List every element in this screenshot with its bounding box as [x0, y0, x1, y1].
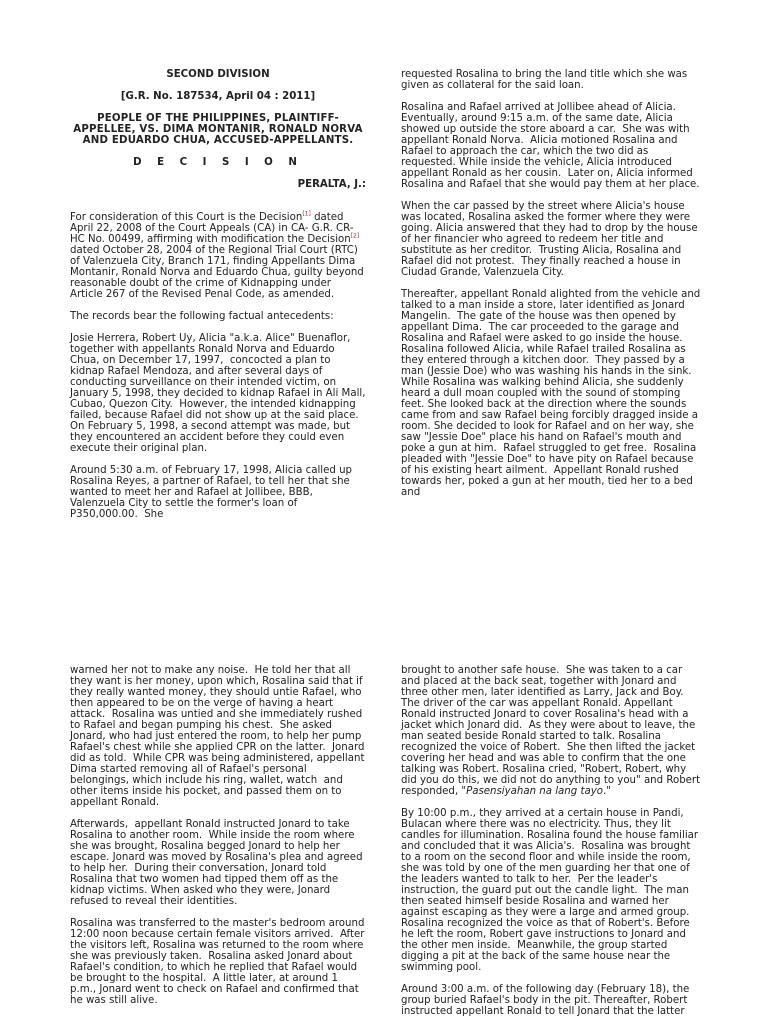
- page-2-left-column: [70, 665, 366, 1017]
- case-number: [G.R. No. 187534, April 04 : 2011]: [120, 91, 316, 102]
- document-page-2: [0, 655, 768, 1024]
- page-2-right-column: [401, 665, 704, 1028]
- footnote-link-1[interactable]: [1]: [302, 210, 311, 218]
- paragraph: For consideration of this Court is the Decision[1] dated April 22, 2008 of the Court Appeals (CA) in CA- G.R. CR-HC No. 00499, affirming with modification the Decision[2] dated October 28, 2004 of the Regional Trial Court (RTC) of Valenzuela City, Branch 171, finding Appellants Dima Montanir, Ronald Norva and Eduardo Chua, guilty beyond reasonable doubt of the crime of Kidnapping under Article 267 of the Revised Penal Code, as amended.: [70, 210, 368, 300]
- decision-label: D E C I S I O N: [133, 157, 303, 168]
- paragraph: Josie Herrera, Robert Uy, Alicia "a.k.a. Alice" Buenaflor, together with appellants Ronald Norva and Eduardo Chua, on December 17, 1997, concocted a plan to kidnap Rafael Mendoza, and after several days of conducting surveillance on their intended victim, on January 5, 1998, they decided to kidnap Rafael in Ali Mall, Cubao, Quezon City. However, the intended kidnapping failed, because Rafael did not show up at the said place. On February 5, 1998, a second attempt was made, but they encountered an accident before they could even execute their original plan.: [70, 333, 369, 454]
- paragraph: brought to another safe house. She was taken to a car and placed at the back seat, together with Jonard and three other men, later identified as Larry, Jack and Boy. The driver of the car was appellant Ronald. Appellant Ronald instructed Jonard to cover Rosalina's head with a jacket which Jonard did. As they were about to leave, the man seated beside Ronald started to talk. Rosalina recognized the voice of Robert. She then lifted the jacket covering her head and was able to confirm that the one talking was Robert. Rosalina cried, "Robert, Robert, why did you do this, we did not do anything to you" and Robert responded, "Pasensiyahan na lang tayo.": [401, 665, 704, 797]
- italic-quote: Pasensiyahan na lang tayo: [466, 786, 603, 797]
- paragraph: warned her not to make any noise. He told her that all they want is her money, upon which, Rosalina said that if they really wanted money, they should untie Rafael, who then appeared to be on the verge of having a heart attack. Rosalina was untied and she immediately rushed to Rafael and began pumping his chest. She asked Jonard, who had just entered the room, to help her pump Rafael's chest while she applied CPR on the latter. Jonard did as told. While CPR was being administered, appellant Dima started removing all of Rafael's personal belongings, which include his ring, wallet, watch and other items inside his pocket, and passed them on to appellant Ronald.: [70, 665, 368, 808]
- paragraph: requested Rosalina to bring the land title which she was given as collateral for the said loan.: [401, 69, 691, 91]
- paragraph: Thereafter, appellant Ronald alighted from the vehicle and talked to a man inside a store, later identified as Jonard Mangelin. The gate of the house was then opened by appellant Dima. The car proceeded to the garage and Rosalina and Rafael were asked to go inside the house. Rosalina followed Alicia, while Rafael trailed Rosalina as they entered through a kitchen door. They passed by a man (Jessie Doe) who was washing his hands in the sink. While Rosalina was walking behind Alicia, she suddenly heard a dull moan coupled with the sound of stomping feet. She looked back at the direction where the sounds came from and saw Rafael being forcibly dragged inside a room. She decided to look for Rafael and on her way, she saw "Jessie Doe" place his hand on Rafael's mouth and poke a gun at him. Rafael struggled to get free. Rosalina pleaded with "Jessie Doe" to have pity on Rafael because of his existing heart ailment. Appellant Ronald rushed towards her, poked a gun at her mouth, tied her to a bed and: [401, 289, 704, 498]
- case-parties: PEOPLE OF THE PHILIPPINES, PLAINTIFF-APPELLEE, VS. DIMA MONTANIR, RONALD NORVA AND EDUARDO CHUA, ACCUSED-APPELLANTS.: [73, 113, 363, 146]
- paragraph: When the car passed by the street where Alicia's house was located, Rosalina asked the former where they were going. Alicia answered that they had to drop by the house of her financier who agreed to redeem her title and substitute as her creditor. Trusting Alicia, Rosalina and Rafael did not protest. They finally reached a house in Ciudad Grande, Valenzuela City.: [401, 201, 701, 278]
- paragraph: Afterwards, appellant Ronald instructed Jonard to take Rosalina to another room. While inside the room where she was brought, Rosalina begged Jonard to help her escape. Jonard was moved by Rosalina's plea and agreed to help her. During their conversation, Jonard told Rosalina that two women had tipped them off as the kidnap victims. When asked who they were, Jonard refused to reveal their identities.: [70, 819, 366, 907]
- page-1-right-column: [401, 69, 704, 509]
- paragraph: By 10:00 p.m., they arrived at a certain house in Pandi, Bulacan where there was no electricity. Thus, they lit candles for illumination. Rosalina found the house familiar and concluded that it was Alicia's. Rosalina was brought to a room on the second floor and while inside the room, she was told by one of the men guarding her that one of the leaders wanted to talk to her. Per the leader's instruction, the guard put out the candle light. The man then seated himself beside Rosalina and warned her against escaping as they were a large and armed group. Rosalina recognized the voice as that of Robert's. Before he left the room, Robert gave instructions to Jonard and the other men inside. Meanwhile, the group started digging a pit at the back of the same house near the swimming pool.: [401, 808, 702, 973]
- division-heading: SECOND DIVISION: [166, 69, 270, 80]
- paragraph: Around 3:00 a.m. of the following day (February 18), the group buried Rafael's body in the pit. Thereafter, Robert instructed appellant Ronald to tell Jonard that the latter: [401, 984, 693, 1017]
- paragraph: Rosalina was transferred to the master's bedroom around 12:00 noon because certain female visitors arrived. After the visitors left, Rosalina was returned to the room where she was previously taken. Rosalina asked Jonard about Rafael's condition, to which he replied that Rafael would be brought to the hospital. A little later, at around 1 p.m., Jonard went to check on Rafael and confirmed that he was still alive.: [70, 918, 368, 1006]
- paragraph: Around 5:30 a.m. of February 17, 1998, Alicia called up Rosalina Reyes, a partner of Rafael, to tell her that she wanted to meet her and Rafael at Jollibee, BBB, Valenzuela City to settle the former's loan of P350,000.00. She: [70, 465, 356, 520]
- ponente: PERALTA, J.:: [297, 179, 366, 190]
- paragraph: The records bear the following factual antecedents:: [70, 311, 334, 322]
- page-1-left-column: [70, 69, 369, 531]
- paragraph: Rosalina and Rafael arrived at Jollibee ahead of Alicia. Eventually, around 9:15 a.m. of the same date, Alicia showed up outside the store aboard a car. She was with appellant Ronald Norva. Alicia motioned Rosalina and Rafael to approach the car, which the two did as requested. While inside the vehicle, Alicia introduced appellant Ronald as her cousin. Later on, Alicia informed Rosalina and Rafael that she would pay them at her place.: [401, 102, 700, 190]
- footnote-link-2[interactable]: [2]: [350, 232, 360, 240]
